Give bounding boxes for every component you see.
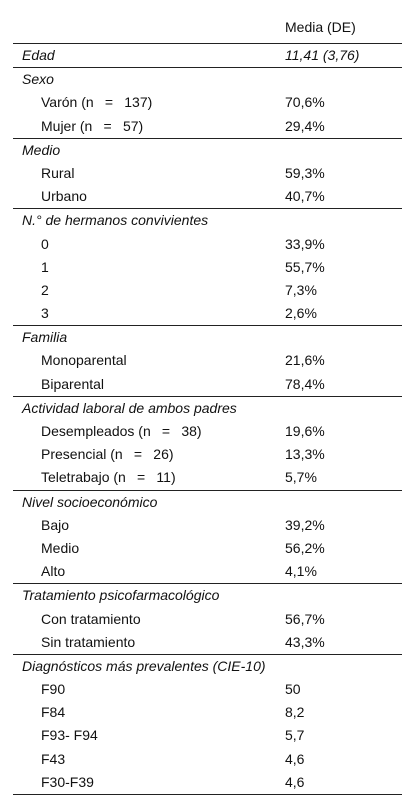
table-row	[13, 420, 402, 443]
row-label: F90	[41, 681, 66, 698]
row-label: N.° de hermanos convivientes	[22, 212, 209, 229]
table-row	[13, 678, 402, 701]
table-header	[13, 13, 402, 44]
row-label: Actividad laboral de ambos padres	[22, 399, 237, 416]
row-label: F30-F39	[41, 773, 94, 790]
table-row	[13, 162, 402, 185]
row-value: 4,6	[285, 773, 305, 790]
row-value: 78,4%	[285, 375, 325, 392]
section-row	[13, 67, 402, 91]
table-row	[13, 608, 402, 631]
row-value: 40,7%	[285, 188, 325, 205]
row-label: F43	[41, 750, 66, 767]
row-value: 21,6%	[285, 352, 325, 369]
row-label: Tratamiento psicofarmacológico	[22, 587, 220, 604]
row-value: 4,1%	[285, 563, 317, 580]
row-label: Biparental	[41, 375, 105, 392]
row-value: 4,6	[285, 750, 305, 767]
table-row	[13, 185, 402, 208]
row-label: Varón (n = 137)	[41, 94, 153, 111]
table-row	[13, 724, 402, 747]
section-row	[13, 490, 402, 514]
row-value: 39,2%	[285, 516, 325, 533]
table-row	[13, 560, 402, 583]
section-row	[13, 138, 402, 162]
row-label: F93- F94	[41, 727, 98, 744]
section-row	[13, 44, 402, 67]
row-value: 5,7	[285, 727, 305, 744]
row-label: Rural	[41, 164, 75, 181]
table-body	[13, 44, 402, 795]
row-label: 3	[41, 305, 49, 322]
row-label: Con tratamiento	[41, 610, 141, 627]
row-label: F84	[41, 704, 66, 721]
row-label: Alto	[41, 563, 66, 580]
row-label: Medio	[41, 539, 80, 556]
row-value: 19,6%	[285, 423, 325, 439]
row-value: 2,6%	[285, 305, 317, 322]
row-label: Medio	[22, 141, 61, 158]
row-value: 56,2%	[285, 539, 325, 556]
row-value: 33,9%	[285, 235, 325, 252]
section-row	[13, 208, 402, 232]
row-label: Urbano	[41, 188, 87, 205]
table-row	[13, 373, 402, 396]
row-label: Familia	[22, 329, 68, 346]
table-row	[13, 748, 402, 771]
row-value: 29,4%	[285, 117, 325, 134]
row-value: 59,3%	[285, 164, 325, 181]
table-row	[13, 115, 402, 138]
section-row	[13, 325, 402, 349]
table-row	[13, 631, 402, 654]
row-value: 11,41 (3,76)	[285, 47, 360, 63]
row-value: 70,6%	[285, 94, 325, 111]
row-label: 1	[41, 258, 49, 275]
table-row	[13, 91, 402, 114]
row-label: Bajo	[41, 516, 70, 533]
row-label: Diagnósticos más prevalentes (CIE-10)	[22, 657, 266, 674]
row-label: 2	[41, 281, 49, 298]
row-value: 55,7%	[285, 258, 325, 275]
row-value: 7,3%	[285, 281, 317, 298]
table-row	[13, 256, 402, 279]
row-value: 43,3%	[285, 633, 325, 650]
row-label: 0	[41, 235, 49, 252]
row-label: Sexo	[22, 71, 54, 88]
row-value: 8,2	[285, 704, 305, 721]
section-row	[13, 654, 402, 678]
table-row	[13, 537, 402, 560]
row-label: Presencial (n = 26)	[41, 446, 174, 463]
row-label: Desempleados (n = 38)	[41, 423, 202, 439]
table-row	[13, 279, 402, 302]
table-row	[13, 233, 402, 256]
table-row	[13, 771, 402, 794]
section-row	[13, 583, 402, 607]
row-value: 13,3%	[285, 446, 325, 463]
table-row	[13, 302, 402, 325]
row-value: 50	[285, 681, 301, 698]
row-label: Nivel socioeconómico	[22, 493, 158, 510]
section-row	[13, 396, 402, 420]
table-row	[13, 466, 402, 489]
table-row	[13, 514, 402, 537]
table-row	[13, 443, 402, 466]
row-label: Sin tratamiento	[41, 633, 136, 650]
row-label: Edad	[22, 47, 55, 63]
row-label: Teletrabajo (n = 11)	[41, 469, 176, 486]
row-label: Mujer (n = 57)	[41, 117, 144, 134]
data-table	[13, 13, 402, 795]
table-row	[13, 349, 402, 372]
column-header-mean-sd: Media (DE)	[285, 19, 356, 35]
row-value: 5,7%	[285, 469, 317, 486]
row-label: Monoparental	[41, 352, 127, 369]
row-value: 56,7%	[285, 610, 325, 627]
table-row	[13, 701, 402, 724]
